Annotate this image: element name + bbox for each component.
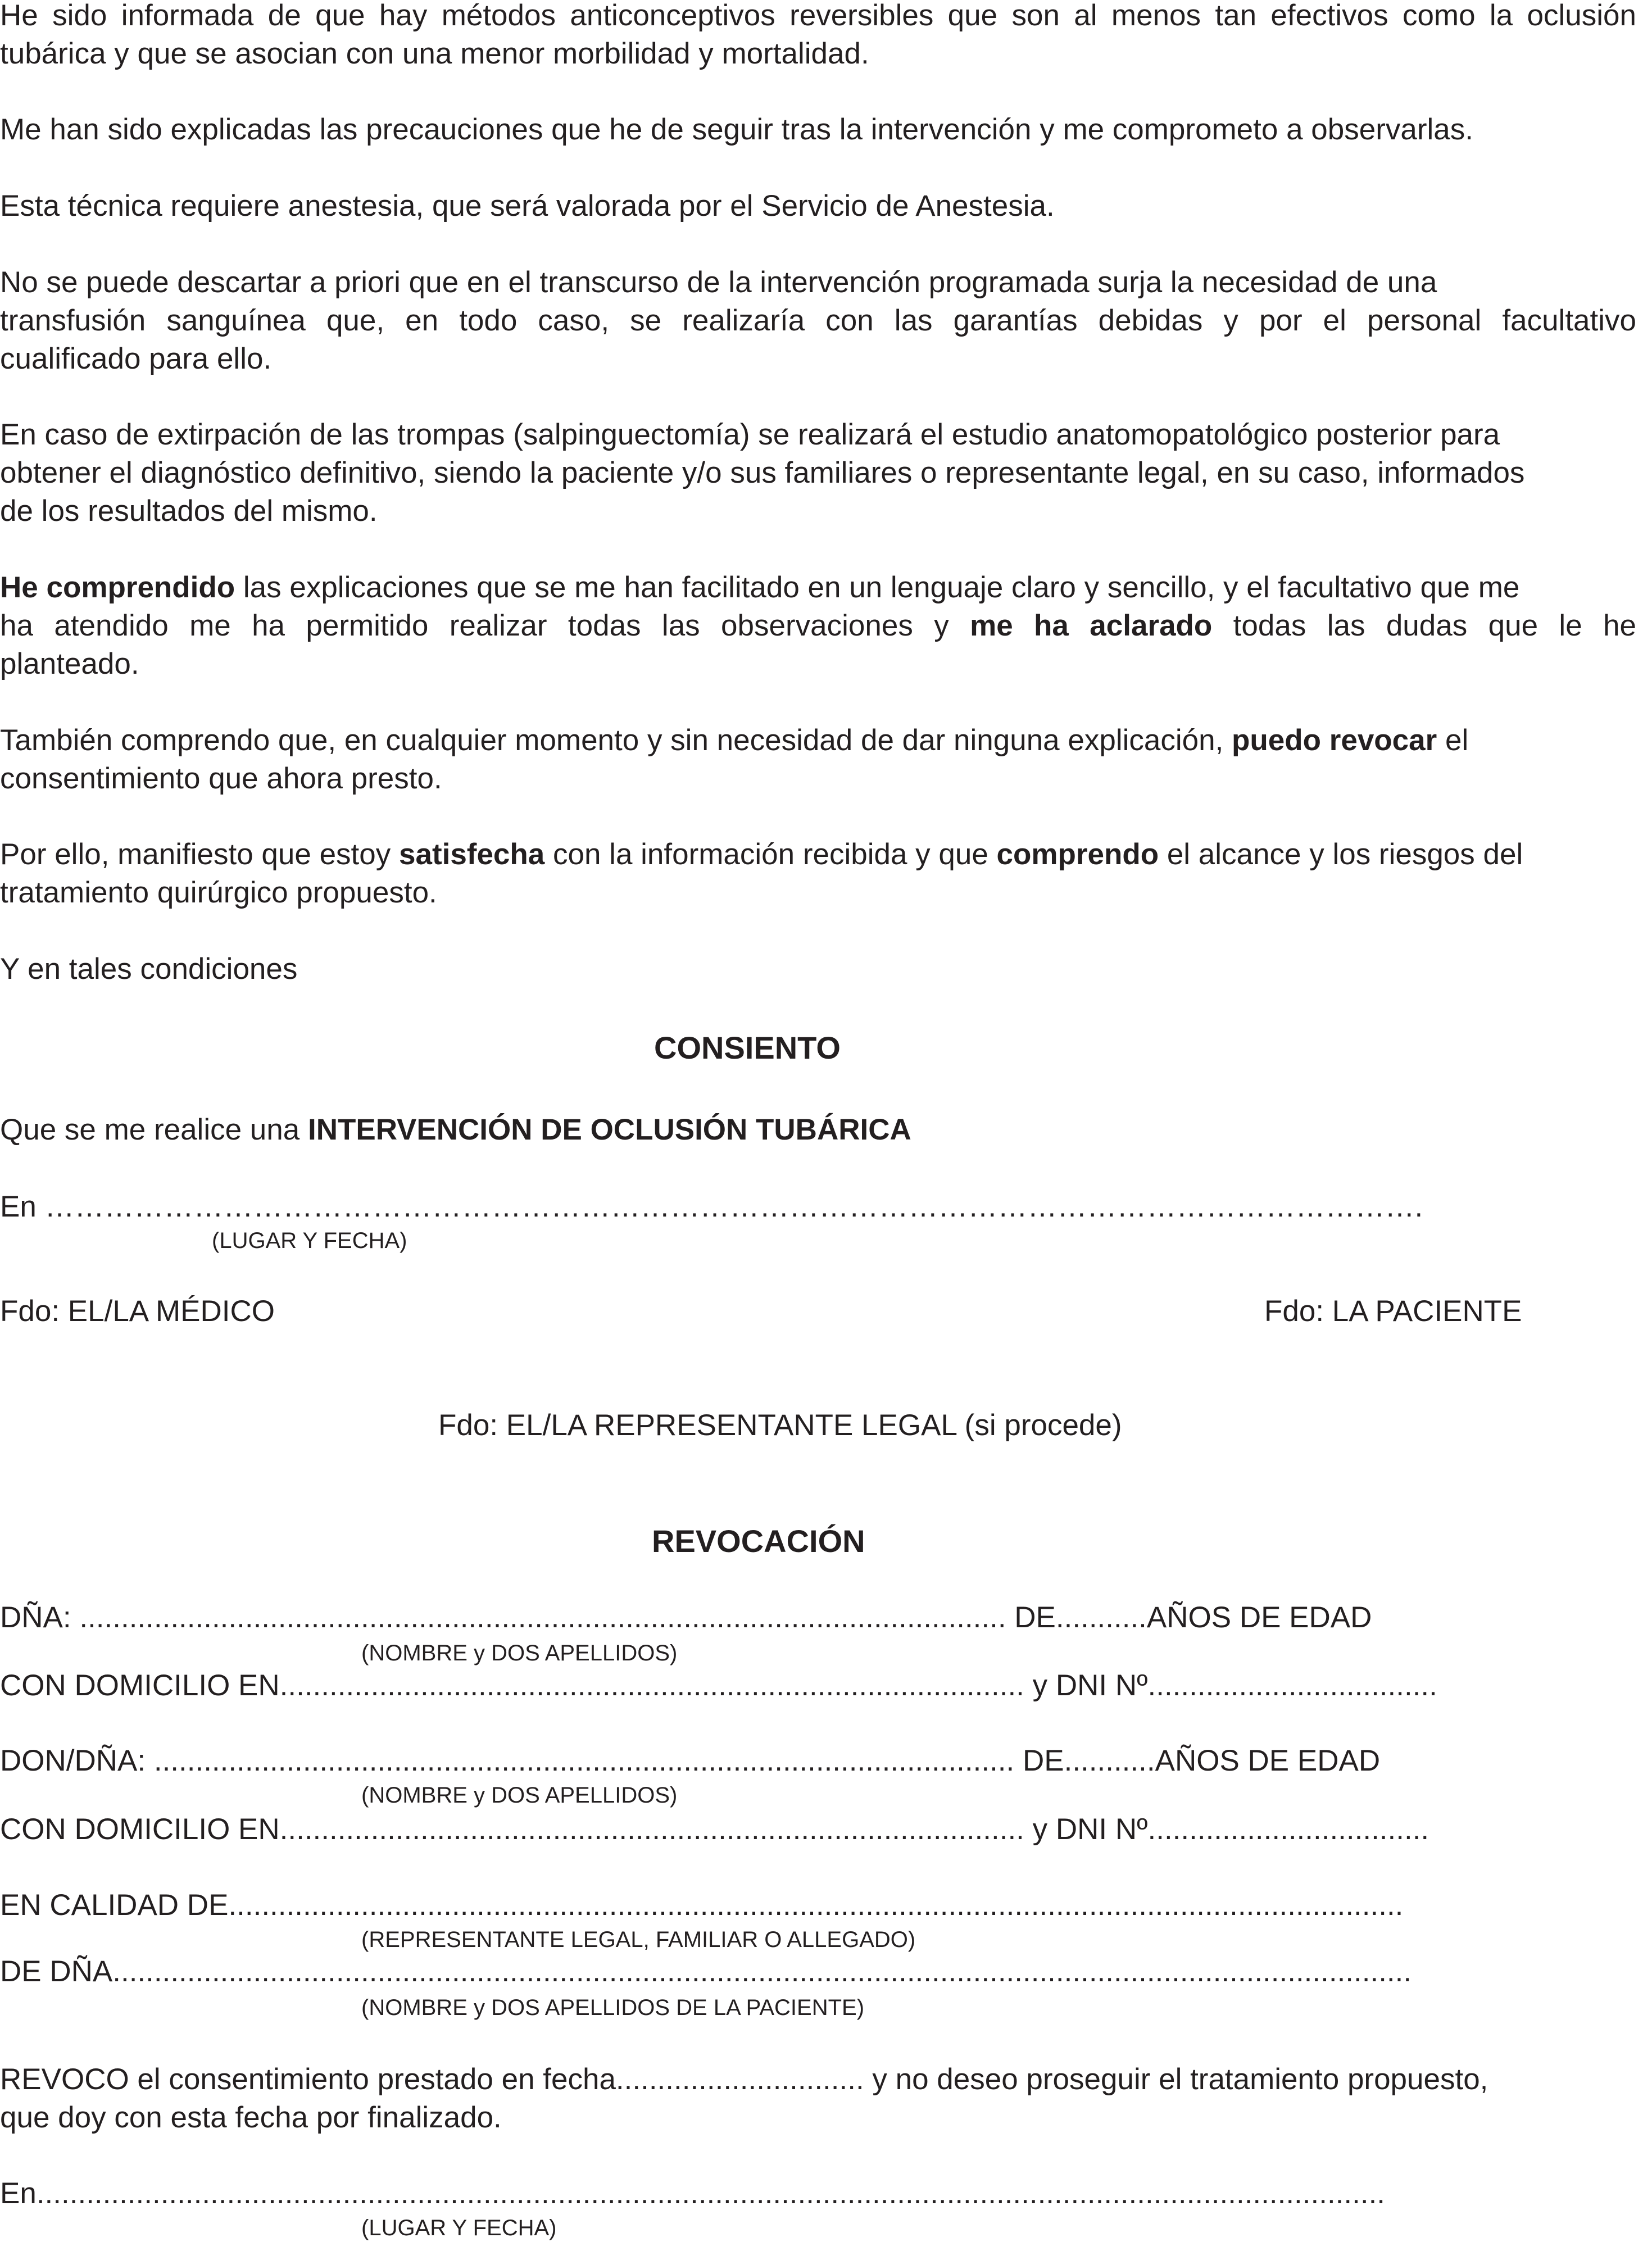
text-span: las explicaciones que se me han facilitado en un lenguaje claro y sencillo, y el facultativo que me — [235, 571, 1520, 604]
bold-he-comprendido: He comprendido — [0, 571, 235, 604]
paragraph-7-line-1 — [0, 721, 1468, 760]
consent-heading: CONSIENTO — [654, 1030, 841, 1065]
bold-intervention-name: INTERVENCIÓN DE OCLUSIÓN TUBÁRICA — [307, 1113, 911, 1146]
paragraph-5-line-3: de los resultados del mismo. — [0, 494, 378, 528]
revocation-address-line-2: CON DOMICILIO EN.......................................................................................... y DNI Nº.................................. — [0, 1813, 1429, 1846]
consent-place-date-line: En …………………………………………………………………………………………………………………………. — [0, 1190, 1423, 1223]
paragraph-6-line-2 — [0, 607, 1636, 645]
text-span: Que se me realice una — [0, 1113, 308, 1146]
revocation-heading: REVOCACIÓN — [652, 1523, 865, 1559]
revocation-place-date-caption: (LUGAR Y FECHA) — [361, 2216, 557, 2240]
bold-satisfecha: satisfecha — [399, 838, 545, 871]
signature-doctor: Fdo: EL/LA MÉDICO — [0, 1295, 275, 1328]
paragraph-4-line-1: No se puede descartar a priori que en el transcurso de la intervención programada surja la necesidad de una — [0, 266, 1437, 299]
paragraph-9: Y en tales condiciones — [0, 952, 298, 986]
paragraph-3: Esta técnica requiere anestesia, que será valorada por el Servicio de Anestesia. — [0, 189, 1055, 223]
bold-puedo-revocar: puedo revocar — [1232, 724, 1437, 757]
paragraph-1-line-2: tubárica y que se asocian con una menor morbilidad y mortalidad. — [0, 37, 869, 70]
paragraph-2: Me han sido explicadas las precauciones que he de seguir tras la intervención y me comprometo a observarlas. — [0, 113, 1473, 146]
revocation-patient-line: DE DÑA............................................................................................................................................................. — [0, 1955, 1412, 1988]
consent-place-date-caption: (LUGAR Y FECHA) — [212, 1228, 407, 1253]
paragraph-8-line-1 — [0, 836, 1523, 874]
text-span: el alcance y los riesgos del — [1159, 838, 1523, 871]
revocation-name-caption-2: (NOMBRE y DOS APELLIDOS) — [361, 1783, 678, 1808]
revocation-capacity-caption: (REPRESENTANTE LEGAL, FAMILIAR O ALLEGADO) — [361, 1927, 916, 1952]
paragraph-4-line-3: cualificado para ello. — [0, 342, 272, 375]
paragraph-8-line-2: tratamiento quirúrgico propuesto. — [0, 876, 437, 909]
paragraph-7-line-2: consentimiento que ahora presto. — [0, 762, 442, 795]
revocation-dna-line: DÑA: ................................................................................................................ DE...........AÑOS DE EDAD — [0, 1601, 1372, 1634]
paragraph-6-line-3: planteado. — [0, 647, 139, 680]
revocation-name-caption: (NOMBRE y DOS APELLIDOS) — [361, 1641, 678, 1665]
revocation-statement-line-1: REVOCO el consentimiento prestado en fecha.............................. y no deseo proseguir el tratamiento propuesto, — [0, 2063, 1488, 2096]
revocation-patient-caption: (NOMBRE y DOS APELLIDOS DE LA PACIENTE) — [361, 1995, 865, 2020]
paragraph-1-line-1: He sido informada de que hay métodos anticonceptivos reversibles que son al menos tan efectivos como la oclusión — [0, 0, 1636, 32]
text-span: todas las dudas que le he — [1212, 609, 1636, 642]
text-span: con la información recibida y que — [544, 838, 997, 871]
revocation-place-date-line: En................................................................................................................................................................... — [0, 2177, 1386, 2210]
signature-patient: Fdo: LA PACIENTE — [1264, 1295, 1522, 1328]
text-span: el — [1437, 724, 1469, 757]
paragraph-5-line-2: obtener el diagnóstico definitivo, siendo la paciente y/o sus familiares o representante legal, en su caso, informados — [0, 456, 1525, 489]
text-span: Por ello, manifiesto que estoy — [0, 838, 399, 871]
bold-me-ha-aclarado: me ha aclarado — [970, 609, 1213, 642]
revocation-capacity-line: EN CALIDAD DE.............................................................................................................................................. — [0, 1889, 1404, 1922]
text-span: ha atendido me ha permitido realizar todas las observaciones y — [0, 609, 970, 642]
signature-representative: Fdo: EL/LA REPRESENTANTE LEGAL (si procede) — [438, 1409, 1122, 1442]
bold-comprendo: comprendo — [996, 838, 1159, 871]
revocation-dondna-line: DON/DÑA: ........................................................................................................ DE...........AÑOS DE EDAD — [0, 1744, 1381, 1777]
consent-intervention-line — [0, 1111, 911, 1149]
revocation-statement-line-2: que doy con esta fecha por finalizado. — [0, 2101, 502, 2134]
revocation-address-line: CON DOMICILIO EN.......................................................................................... y DNI Nº................................... — [0, 1669, 1437, 1702]
paragraph-5-line-1: En caso de extirpación de las trompas (salpinguectomía) se realizará el estudio anatomopatológico posterior para — [0, 418, 1500, 451]
text-span: También comprendo que, en cualquier momento y sin necesidad de dar ninguna explicación, — [0, 724, 1232, 757]
paragraph-6-line-1 — [0, 569, 1519, 607]
paragraph-4-line-2: transfusión sanguínea que, en todo caso, se realizaría con las garantías debidas y por el personal facultativo — [0, 304, 1636, 337]
